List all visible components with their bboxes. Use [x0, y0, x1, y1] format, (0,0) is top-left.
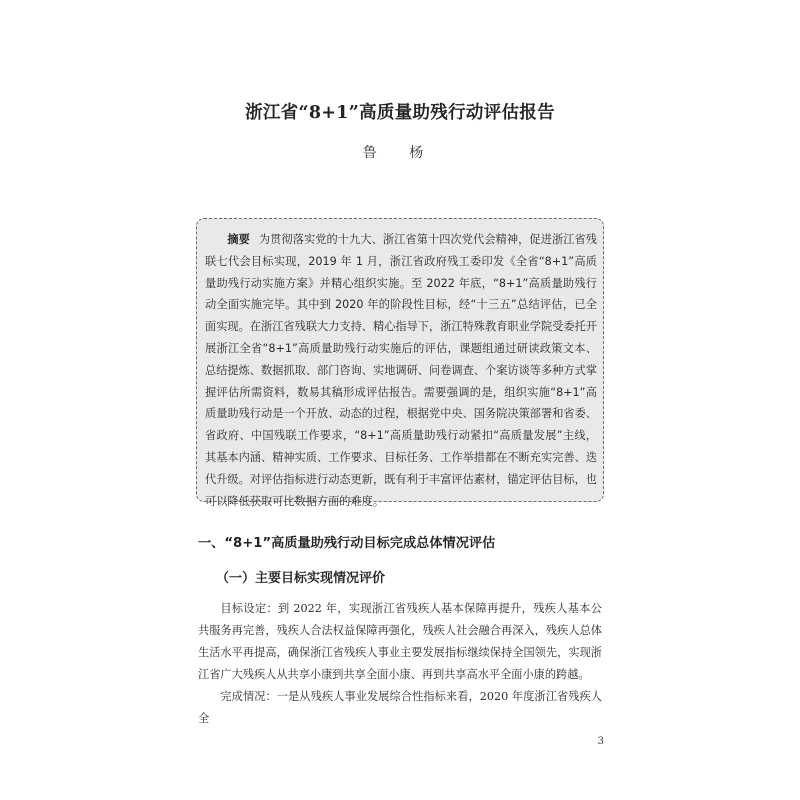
body-paragraph-completion: 完成情况：一是从残疾人事业发展综合性指标来看，2020 年度浙江省残疾人全 — [198, 690, 602, 725]
abstract-body: 为贯彻落实党的十九大、浙江省第十四次党代会精神，促进浙江省残联七代会目标实现，2019 年 1 月，浙江省政府残工委印发《全省“8+1”高质量助残行动实施方案》并精心组织实施。至 2022 年底，“8+1”高质量助残行动全面实施完毕。其中到 2020 年的阶段性目标，经“十三五”总结评估，已全面实现。在浙江省残联大力支持、精心指导下，浙江特殊教育职业学院受委托开展浙江全省“8+1”高质量助残行动实施后的评估，课题组通过研读政策文本、总结提炼、数据抓取、部门咨询、实地调研、问卷调查、个案访谈等多种方式掌握评估所需资料，数易其稿形成评估报告。需要强调的是，组织实施“8+1”高质量助残行动是一个开放、动态的过程，根据党中央、国务院决策部署和省委、省政府、中国残联工作要求，“8+1”高质量助残行动紧扣“高质量发展”主线，其基本内涵、精神实质、工作要求、目标任务、工作举措都在不断充实完善、迭代升级。对评估指标进行动态更新，既有利于丰富评估素材，锚定评估目标，也可以降低获取可比数据方面的难度。 — [205, 233, 597, 508]
page-number: 3 — [597, 736, 604, 747]
section-heading: 一、“8+1”高质量助残行动目标完成总体情况评估 — [198, 536, 496, 551]
abstract-text — [205, 229, 597, 512]
author-name: 鲁 杨 — [362, 145, 438, 161]
body-paragraph-goal: 目标设定：到 2022 年，实现浙江省残疾人基本保障再提升，残疾人基本公共服务再完善，残疾人合法权益保障再强化，残疾人社会融合再深入，残疾人总体生活水平再提高，确保浙江省残疾人事业主要发展指标继续保持全国领先，实现浙江省广大残疾人从共享小康到共享全面小康、再到共享高水平全面小康的跨越。 — [198, 602, 602, 681]
abstract-label: 摘要 — [227, 233, 250, 246]
document-title: 浙江省“8+1”高质量助残行动评估报告 — [245, 103, 555, 123]
sub-heading: （一）主要目标实现情况评价 — [216, 571, 386, 586]
